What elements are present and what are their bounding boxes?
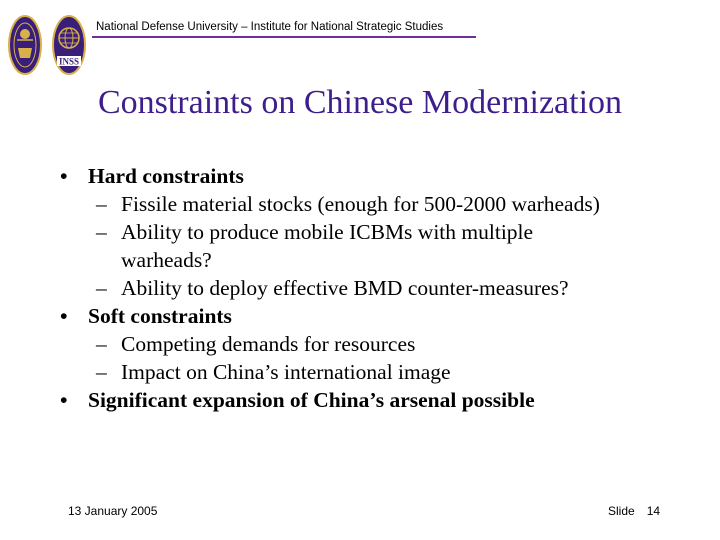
- bullet-expansion: [0, 386, 720, 414]
- sub-bullet-text: Ability to deploy effective BMD counter-measures?: [121, 276, 569, 300]
- bullet-text: Hard constraints: [88, 164, 244, 188]
- bullet-marker: •: [60, 304, 68, 328]
- bullet-soft-constraints: [0, 302, 720, 330]
- header-institution: National Defense University – Institute for National Strategic Studies: [96, 21, 444, 33]
- slide-label: Slide: [608, 504, 635, 518]
- sub-bullet-text: Impact on China’s international image: [121, 360, 451, 384]
- sub-bullet-text: Fissile material stocks (enough for 500-2000 warheads): [121, 192, 600, 216]
- sub-bullet-text: Competing demands for resources: [121, 332, 416, 356]
- bullet-list: [0, 162, 720, 414]
- bullet-text: Soft constraints: [88, 304, 232, 328]
- dash-marker: –: [96, 332, 107, 356]
- bullet-text: Significant expansion of China’s arsenal possible: [88, 388, 535, 412]
- inss-globe-logo: [52, 14, 86, 76]
- ndu-seal-logo: [8, 14, 42, 76]
- bullet-marker: •: [60, 388, 68, 412]
- dash-marker: –: [96, 360, 107, 384]
- sub-bullet-text: Ability to produce mobile ICBMs with multiple warheads?: [121, 220, 534, 272]
- footer-date: 13 January 2005: [68, 504, 158, 518]
- sub-bullet-fissile: [0, 190, 720, 218]
- header-divider: [92, 36, 476, 38]
- slide-number: 14: [646, 504, 661, 518]
- sub-bullet-resources: [0, 330, 720, 358]
- bullet-hard-constraints: [0, 162, 720, 190]
- bullet-marker: •: [60, 164, 68, 188]
- dash-marker: –: [96, 220, 107, 244]
- footer-slide-number: [608, 504, 660, 518]
- slide-title: Constraints on Chinese Modernization: [97, 84, 623, 121]
- dash-marker: –: [96, 192, 107, 216]
- sub-bullet-icbm: [0, 218, 591, 274]
- dash-marker: –: [96, 276, 107, 300]
- sub-bullet-image: [0, 358, 720, 386]
- sub-bullet-bmd: [0, 274, 720, 302]
- logo-inss-text: INSS: [58, 56, 80, 67]
